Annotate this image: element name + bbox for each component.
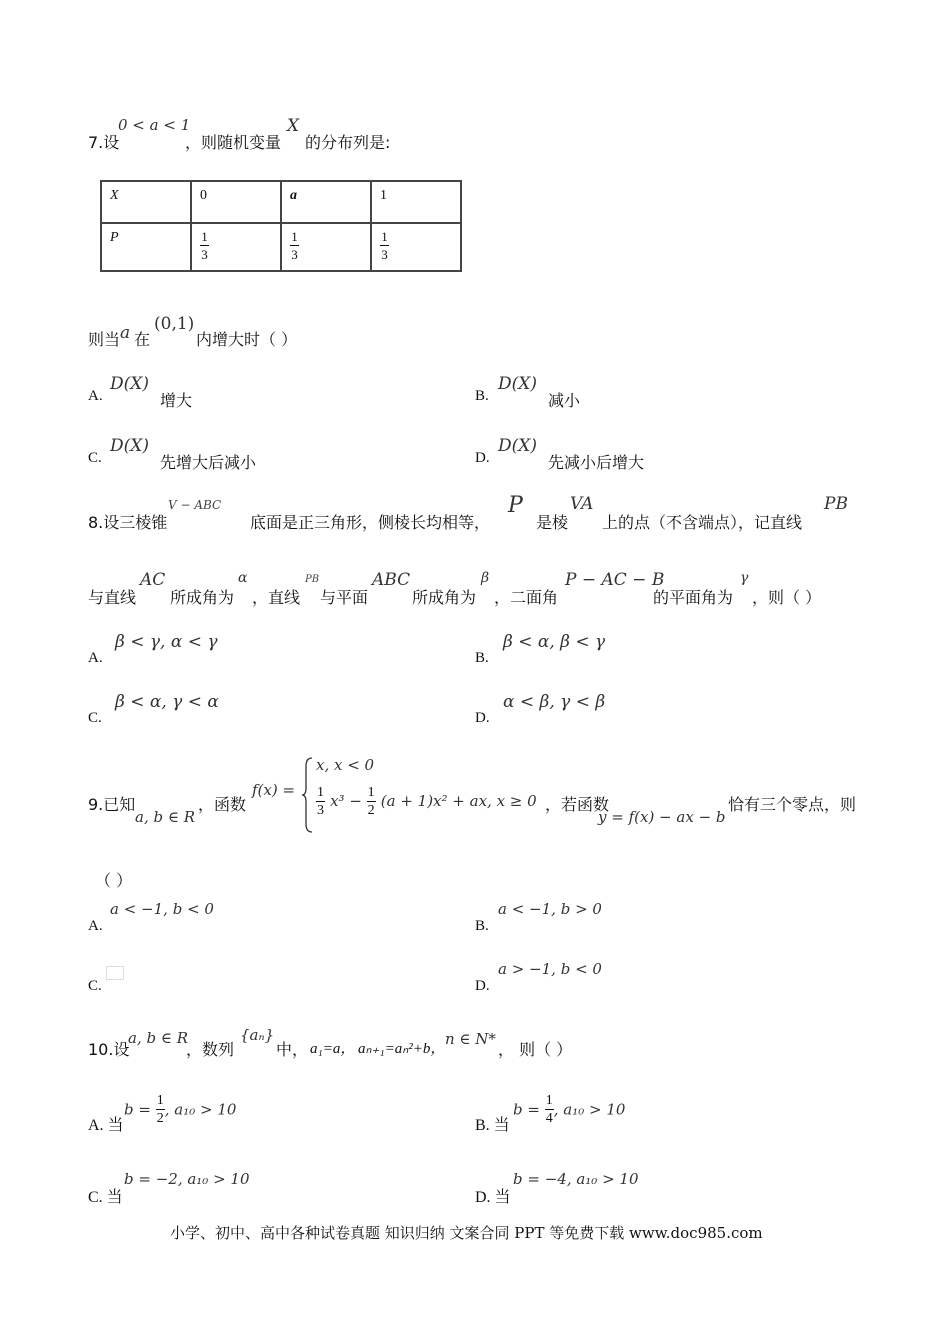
q8-pyramid: V − ABC (168, 498, 222, 512)
q8-line2-f: ，二面角 (494, 588, 559, 607)
q8-line: PB (824, 494, 848, 514)
fraction-denominator: 2 (367, 803, 375, 818)
q9-paren: （ ） (95, 871, 133, 890)
q8-beta: β (481, 570, 490, 586)
q7-interval: (0,1) (154, 314, 195, 334)
fraction-numerator: 1 (317, 785, 324, 800)
q9-option-a-letter: A. (88, 918, 103, 934)
fraction (200, 230, 209, 261)
fraction-numerator: 1 (367, 785, 375, 800)
fraction-denominator: 3 (381, 247, 388, 262)
q10-option-a-math-post: , a₁₀ > 10 (164, 1100, 237, 1119)
q7-mid-text: ，则随机变量 (185, 133, 282, 152)
distribution-table (100, 180, 462, 272)
table-cell (371, 223, 461, 271)
q10-text-3: ， 则（ ） (498, 1040, 573, 1059)
fraction-numerator: 1 (156, 1093, 164, 1108)
q9-text-3: 恰有三个零点，则 (728, 795, 857, 814)
fraction-numerator: 1 (291, 229, 298, 244)
q7-option-d-math: D(X) (498, 436, 537, 456)
q7-suffix: 的分布列是: (305, 133, 391, 152)
q8-option-a-math: β < γ, α < γ (115, 632, 218, 652)
fraction (380, 230, 389, 261)
fraction (367, 786, 376, 817)
q7-option-a-text: 增大 (160, 391, 193, 410)
table-cell: 0 (191, 181, 281, 223)
q9-function-g: y = f(x) − ax − b (598, 808, 726, 826)
q10-recurrence-2: aₙ₊₁=aₙ²+b， (358, 1041, 446, 1057)
q10-option-c-math: b = −2, a₁₀ > 10 (124, 1170, 250, 1188)
q9-condition: a, b ∈ R (135, 808, 196, 826)
q10-option-c-letter: C. 当 (88, 1189, 123, 1206)
q9-option-b-letter: B. (475, 918, 489, 934)
q9-text-1: ，函数 (198, 795, 247, 814)
q8-line2-b: 所成角为 (170, 588, 235, 607)
q8-option-b-math: β < α, β < γ (503, 632, 606, 652)
q8-dihedral: P − AC − B (565, 570, 665, 590)
q10-n-set: n ∈ N* (445, 1030, 496, 1048)
q9-prefix: 9.已知 (88, 795, 136, 814)
q8-option-b-letter: B. (475, 650, 489, 666)
q7-option-c-letter: C. (88, 450, 102, 466)
q9-case-2-part-2: (a + 1)x² + ax, x ≥ 0 (380, 792, 537, 810)
q9-option-d-letter: D. (475, 978, 490, 994)
q8-line2-e: 所成角为 (412, 588, 477, 607)
q7-condition: 0 < a < 1 (118, 116, 191, 134)
q8-line2-h: ，则（ ） (752, 588, 822, 607)
q7-option-d-text: 先减小后增大 (548, 453, 645, 472)
q7-option-b-text: 减小 (548, 391, 581, 410)
fraction-denominator: 4 (545, 1111, 553, 1126)
table-cell: X (101, 181, 191, 223)
q10-option-d-math: b = −4, a₁₀ > 10 (513, 1170, 639, 1188)
q8-line2-d: 与平面 (320, 588, 369, 607)
fraction-numerator: 1 (381, 229, 388, 244)
table-cell: P (101, 223, 191, 271)
q9-fx: f(x) = (252, 781, 296, 799)
fraction-denominator: 3 (291, 247, 298, 262)
q7-option-a-math: D(X) (110, 374, 149, 394)
fraction-denominator: 2 (156, 1111, 164, 1126)
piecewise-brace (302, 756, 314, 834)
q10-text-1: ，数列 (186, 1040, 235, 1059)
q7-prefix: 7.设 (88, 133, 120, 152)
q9-text-2: ，若函数 (545, 795, 610, 814)
q7-stem-a: 则当 (88, 330, 121, 349)
table-cell: 1 (371, 181, 461, 223)
q9-option-c-broken-image (106, 966, 124, 980)
q8-option-a-letter: A. (88, 650, 103, 666)
fraction-denominator: 3 (317, 803, 324, 818)
q10-option-a-math (124, 1094, 236, 1125)
q10-option-d-letter: D. 当 (475, 1189, 511, 1206)
q7-option-c-math: D(X) (110, 436, 149, 456)
q8-option-d-letter: D. (475, 710, 490, 726)
q10-option-b-letter: B. 当 (475, 1117, 510, 1134)
q8-gamma: γ (740, 570, 749, 586)
q7-variable: X (287, 116, 300, 136)
q7-option-b-letter: B. (475, 388, 489, 404)
fraction (156, 1094, 165, 1125)
q8-text-2: 是棱 (536, 513, 569, 532)
table-cell: a (281, 181, 371, 223)
q10-option-a-letter: A. 当 (88, 1117, 124, 1134)
page-footer: 小学、初中、高中各种试卷真题 知识归纳 文案合同 PPT 等免费下载 www.doc985.com (170, 1224, 763, 1242)
q10-condition: a, b ∈ R (128, 1029, 189, 1047)
q7-option-a-letter: A. (88, 388, 103, 404)
q7-stem-var: a (120, 323, 131, 343)
q7-option-b-math: D(X) (498, 374, 537, 394)
table-cell (191, 223, 281, 271)
fraction-numerator: 1 (201, 229, 208, 244)
q7-option-d-letter: D. (475, 450, 490, 466)
fraction-denominator: 3 (201, 247, 208, 262)
q10-text-2: 中， (276, 1040, 309, 1059)
q8-option-c-letter: C. (88, 710, 102, 726)
q9-option-a-math: a < −1, b < 0 (110, 900, 214, 918)
q8-prefix: 8.设三棱锥 (88, 513, 168, 532)
q8-abc: ABC (372, 570, 411, 590)
q8-line2-g: 的平面角为 (653, 588, 734, 607)
q8-alpha: α (238, 570, 248, 586)
q10-prefix: 10.设 (88, 1040, 130, 1059)
q8-line2-c: ，直线 (252, 588, 301, 607)
q10-option-b-math-post: , a₁₀ > 10 (553, 1100, 626, 1119)
q10-sequence: {aₙ} (240, 1026, 275, 1044)
q8-line2-a: 与直线 (88, 588, 137, 607)
q8-ac: AC (140, 570, 166, 590)
fraction (545, 1094, 554, 1125)
q7-stem-c: 内增大时（ ） (196, 330, 298, 349)
q10-option-a-math-pre: b = (124, 1100, 156, 1119)
q10-option-b-math (513, 1094, 625, 1125)
q8-option-d-math: α < β, γ < β (503, 692, 606, 712)
q9-case-1: x, x < 0 (316, 756, 375, 774)
q10-option-b-math-pre: b = (513, 1100, 545, 1119)
q9-option-d-math: a > −1, b < 0 (498, 960, 602, 978)
fraction-numerator: 1 (545, 1093, 553, 1108)
q7-stem-b: 在 (134, 330, 151, 349)
q9-case-2-part-1: x³ − (330, 792, 367, 810)
q10-recurrence-1: a₁=a， (310, 1041, 356, 1057)
fraction (316, 786, 325, 817)
q8-text-3: 上的点（不含端点），记直线 (602, 513, 803, 532)
fraction (290, 230, 299, 261)
q8-option-c-math: β < α, γ < α (115, 692, 219, 712)
table-cell (281, 223, 371, 271)
q7-option-c-text: 先增大后减小 (160, 453, 257, 472)
q8-pb-small: PB (305, 574, 320, 585)
q8-point: P (508, 493, 523, 518)
q9-option-b-math: a < −1, b > 0 (498, 900, 602, 918)
q8-edge: VA (570, 494, 594, 514)
q9-case-2 (316, 786, 537, 817)
q9-option-c-letter: C. (88, 978, 102, 994)
q8-text-1: 底面是正三角形，侧棱长均相等， (250, 513, 491, 532)
